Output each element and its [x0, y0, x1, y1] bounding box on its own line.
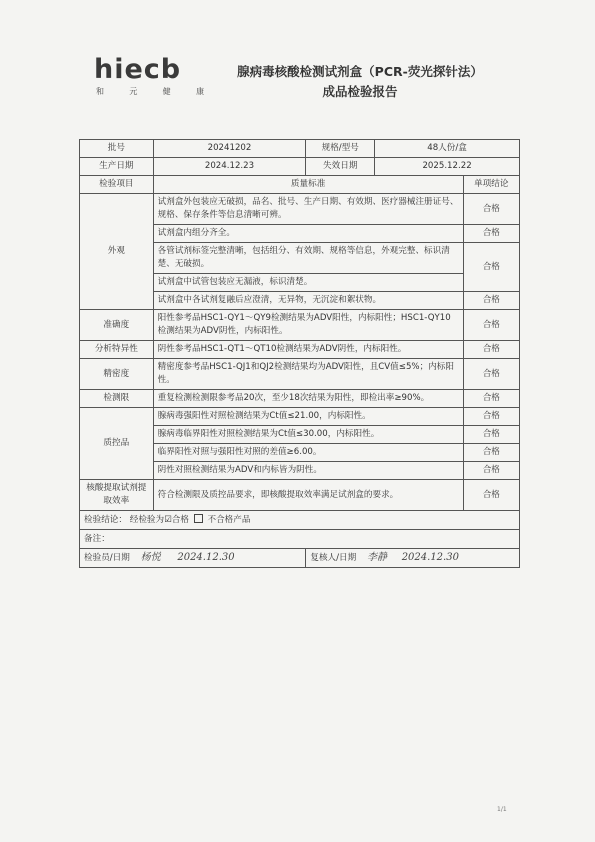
- mfg-date-label: 生产日期: [80, 158, 154, 176]
- logo-subtitle: [96, 86, 204, 97]
- specificity-result: 合格: [463, 341, 519, 359]
- appearance-result-5: 合格: [463, 292, 519, 310]
- inspector-date: 2024.12.30: [177, 552, 235, 563]
- conclusion-row: [80, 511, 520, 530]
- qc-standard-1: 腺病毒强阳性对照检测结果为Ct值≤21.00，内标阳性。: [153, 408, 463, 426]
- batch-value: 20241202: [153, 140, 306, 158]
- specificity-label: 分析特异性: [80, 341, 154, 359]
- table-row: [80, 194, 520, 225]
- precision-result: 合格: [463, 359, 519, 390]
- remark-row: [80, 530, 520, 549]
- inspector-label: 检验员/日期: [84, 553, 130, 563]
- report-title: [210, 62, 510, 102]
- precision-label: 精密度: [80, 359, 154, 390]
- qc-result-4: 合格: [463, 462, 519, 480]
- accuracy-result: 合格: [463, 310, 519, 341]
- company-logo: [86, 54, 214, 104]
- extraction-standard: 符合检测限及质控品要求，即核酸提取效率满足试剂盒的要求。: [153, 480, 463, 511]
- qc-result-3: 合格: [463, 444, 519, 462]
- appearance-standard-1: 试剂盒外包装应无破损，品名、批号、生产日期、有效期、医疗器械注册证号、规格、保存条件等信息清晰可辨。: [153, 194, 463, 225]
- qc-standard-4: 阴性对照检测结果为ADV和内标皆为阴性。: [153, 462, 463, 480]
- info-row: [80, 158, 520, 176]
- column-header-row: [80, 176, 520, 194]
- logo-sub-char: 康: [195, 87, 204, 96]
- checkbox-icon: [194, 514, 203, 523]
- title-line-1: 腺病毒核酸检测试剂盒（PCR-荧光探针法）: [237, 64, 483, 79]
- exp-date-value: 2025.12.22: [375, 158, 520, 176]
- extraction-result: 合格: [463, 480, 519, 511]
- reviewer-label: 复核人/日期: [310, 553, 357, 563]
- extraction-label: 核酸提取试剂提取效率: [80, 480, 154, 511]
- precision-standard: 精密度参考品HSC1-QJ1和QJ2检测结果均为ADV阳性，且CV值≤5%；内标阳性。: [153, 359, 463, 390]
- inspector-cell: [80, 549, 306, 568]
- lod-standard: 重复检测检测限参考品20次，至少18次结果为阳性，即检出率≥90%。: [153, 390, 463, 408]
- conclusion-fail: 不合格产品: [207, 514, 251, 525]
- appearance-standard-3: 各管试剂标签完整清晰，包括组分、有效期、规格等信息，外观完整、标识清楚、无破损。: [153, 243, 463, 274]
- logo-sub-char: 元: [129, 87, 138, 96]
- col-result: 单项结论: [463, 176, 519, 194]
- batch-label: 批号: [80, 140, 154, 158]
- title-line-2: 成品检验报告: [322, 84, 398, 99]
- reviewer-date: 2024.12.30: [401, 552, 459, 563]
- inspection-table: [79, 139, 520, 568]
- table-row: [80, 310, 520, 341]
- specificity-standard: 阴性参考品HSC1-QT1～QT10检测结果为ADV阴性，内标阳性。: [153, 341, 463, 359]
- accuracy-standard: 阳性参考品HSC1-QY1～QY9检测结果为ADV阳性，内标阳性；HSC1-QY10检测结果为ADV阴性，内标阳性。: [153, 310, 463, 341]
- appearance-standard-2: 试剂盒内组分齐全。: [153, 225, 463, 243]
- reviewer-cell: [306, 549, 520, 568]
- qc-result-2: 合格: [463, 426, 519, 444]
- qc-result-1: 合格: [463, 408, 519, 426]
- qc-label: 质控品: [80, 408, 154, 480]
- signature-row: [80, 549, 520, 568]
- info-row: [80, 140, 520, 158]
- qc-standard-3: 临界阳性对照与强阳性对照的差值≥6.00。: [153, 444, 463, 462]
- logo-sub-char: 和: [96, 87, 104, 96]
- conclusion-pass: 经检验为☑合格: [129, 514, 189, 525]
- inspector-signature: 杨悦: [140, 552, 161, 563]
- appearance-standard-4: 试剂盒中试管包装应无漏液，标识清楚。: [153, 274, 463, 292]
- col-standard: 质量标准: [153, 176, 463, 194]
- accuracy-label: 准确度: [80, 310, 154, 341]
- appearance-result-3: 合格: [463, 243, 519, 292]
- remark-cell: [80, 530, 520, 549]
- qc-standard-2: 腺病毒临界阳性对照检测结果为Ct值≤30.00，内标阳性。: [153, 426, 463, 444]
- mfg-date-value: 2024.12.23: [153, 158, 306, 176]
- logo-sub-char: 健: [162, 87, 171, 96]
- appearance-label: 外观: [80, 194, 154, 310]
- appearance-standard-5: 试剂盒中各试剂复融后应澄清，无异物，无沉淀和絮状物。: [153, 292, 463, 310]
- lod-result: 合格: [463, 390, 519, 408]
- appearance-result-2: 合格: [463, 225, 519, 243]
- table-row: [80, 359, 520, 390]
- spec-value: 48人份/盒: [375, 140, 520, 158]
- logo-mark: hiecb: [94, 54, 182, 85]
- conclusion-cell: [80, 511, 520, 530]
- lod-label: 检测限: [80, 390, 154, 408]
- appearance-result-1: 合格: [463, 194, 519, 225]
- page-number: 1/1: [497, 806, 507, 813]
- remark-label: 备注：: [84, 533, 110, 544]
- reviewer-signature: 李静: [366, 552, 387, 563]
- table-row: [80, 408, 520, 426]
- exp-date-label: 失效日期: [306, 158, 375, 176]
- table-row: [80, 480, 520, 511]
- spec-label: 规格/型号: [306, 140, 375, 158]
- table-row: [80, 341, 520, 359]
- conclusion-label: 检验结论：: [84, 514, 127, 525]
- table-row: [80, 390, 520, 408]
- col-item: 检验项目: [80, 176, 154, 194]
